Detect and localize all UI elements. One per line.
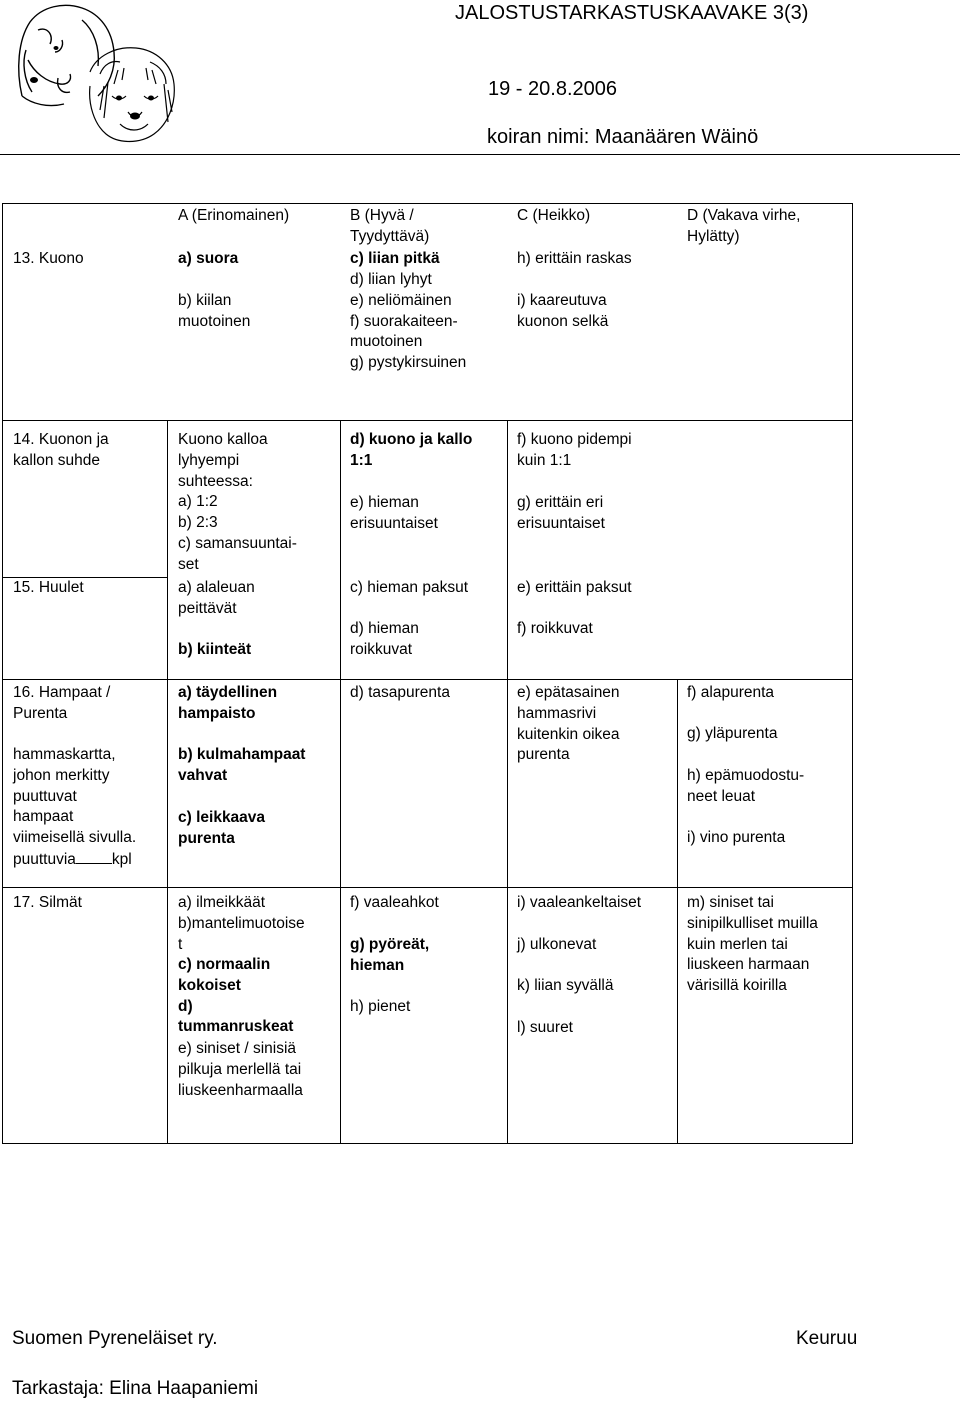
silmat-b1: f) vaaleahkot <box>350 894 439 911</box>
kuono-b1: c) liian pitkä <box>350 250 440 267</box>
huulet-c1: e) erittäin paksut <box>517 579 632 596</box>
missing-teeth-blank[interactable] <box>76 849 112 864</box>
suhde-c1: f) kuono pidempi kuin 1:1 <box>517 431 632 469</box>
evaluation-table <box>2 203 853 1144</box>
club-name: Suomen Pyreneläiset ry. <box>12 1328 218 1349</box>
column-header-c: C (Heikko) <box>517 207 591 224</box>
silmat-a2: c) normaalin kokoiset d) tummanruskeat <box>178 956 294 1036</box>
row-label-suhde: 14. Kuonon ja kallon suhde <box>13 431 109 469</box>
column-divider <box>167 420 168 1144</box>
silmat-c2: j) ulkonevat <box>517 936 597 953</box>
event-date: 19 - 20.8.2006 <box>488 78 617 100</box>
huulet-a1: a) alaleuan peittävät <box>178 579 255 617</box>
suhde-a: Kuono kalloa lyhyempi suhteessa: a) 1:2 b) 2:3 c) samansuuntai- set <box>178 431 297 573</box>
kuono-a2: b) kiilan muotoinen <box>178 292 251 330</box>
hampaat-b1: d) tasapurenta <box>350 684 450 701</box>
row-label-kuono: 13. Kuono <box>13 250 84 267</box>
row-divider <box>3 887 852 888</box>
document-title: JALOSTUSTARKASTUSKAAVAKE 3(3) <box>455 2 809 24</box>
hampaat-c1: e) epätasainen hammasrivi kuitenkin oikea purenta <box>517 684 620 764</box>
kuono-a1: a) suora <box>178 250 239 267</box>
kuono-b2: d) liian lyhyt e) neliömäinen f) suorakaiteen- muotoinen g) pystykirsuinen <box>350 271 467 372</box>
inspector-name: Tarkastaja: Elina Haapaniemi <box>12 1378 259 1399</box>
column-header-a: A (Erinomainen) <box>178 207 290 224</box>
suhde-b2: e) hieman erisuuntaiset <box>350 494 438 532</box>
silmat-c1: i) vaaleankeltaiset <box>517 894 642 911</box>
row-divider <box>3 420 852 421</box>
huulet-c2: f) roikkuvat <box>517 620 593 637</box>
column-header-b: B (Hyvä / Tyydyttävä) <box>350 207 430 245</box>
column-divider <box>677 679 678 1144</box>
hampaat-a3: c) leikkaava purenta <box>178 809 266 847</box>
dogs-logo <box>8 0 188 150</box>
hampaat-d2: g) yläpurenta <box>687 725 778 742</box>
kuono-c1: h) erittäin raskas <box>517 250 632 267</box>
column-divider <box>507 420 508 1144</box>
header-divider <box>0 154 960 155</box>
silmat-b3: h) pienet <box>350 998 411 1015</box>
column-header-d: D (Vakava virhe, Hylätty) <box>687 207 801 245</box>
kuono-c2: i) kaareutuva kuonon selkä <box>517 292 609 330</box>
huulet-a2: b) kiinteät <box>178 641 252 658</box>
hampaat-a1: a) täydellinen hampaisto <box>178 684 278 722</box>
row-label-huulet: 15. Huulet <box>13 579 84 596</box>
hampaat-a2: b) kulmahampaat vahvat <box>178 746 306 784</box>
huulet-b2: d) hieman roikkuvat <box>350 620 419 658</box>
hampaat-note: hammaskartta, johon merkitty puuttuvat hampaat viimeisellä sivulla. <box>13 746 137 847</box>
column-divider <box>340 420 341 1144</box>
hampaat-d1: f) alapurenta <box>687 684 775 701</box>
suhde-b1: d) kuono ja kallo 1:1 <box>350 431 473 469</box>
missing-teeth-unit: kpl <box>111 851 132 868</box>
silmat-d1: m) siniset tai sinipilkulliset muilla kuin merlen tai liuskeen harmaan värisillä koirilla <box>687 894 818 995</box>
huulet-b1: c) hieman paksut <box>350 579 469 596</box>
silmat-c3: k) liian syvällä <box>517 977 614 994</box>
silmat-c4: l) suuret <box>517 1019 573 1036</box>
event-place: Keuruu <box>796 1328 858 1349</box>
row-label-hampaat: 16. Hampaat / Purenta <box>13 684 111 722</box>
hampaat-d3: h) epämuodostu- neet leuat <box>687 767 805 805</box>
silmat-a3: e) siniset / sinisiä pilkuja merlellä tai liuskeenharmaalla <box>178 1040 303 1099</box>
row-divider <box>3 679 852 680</box>
dog-name: koiran nimi: Maanäären Wäinö <box>487 126 759 148</box>
row-label-silmat: 17. Silmät <box>13 894 82 911</box>
hampaat-d4: i) vino purenta <box>687 829 786 846</box>
suhde-c2: g) erittäin eri erisuuntaiset <box>517 494 605 532</box>
silmat-a1: a) ilmeikkäät b)mantelimuotoise t <box>178 894 305 953</box>
silmat-b2: g) pyöreät, hieman <box>350 936 430 974</box>
missing-teeth-label: puuttuvia <box>13 851 76 868</box>
missing-teeth-line <box>13 849 132 871</box>
